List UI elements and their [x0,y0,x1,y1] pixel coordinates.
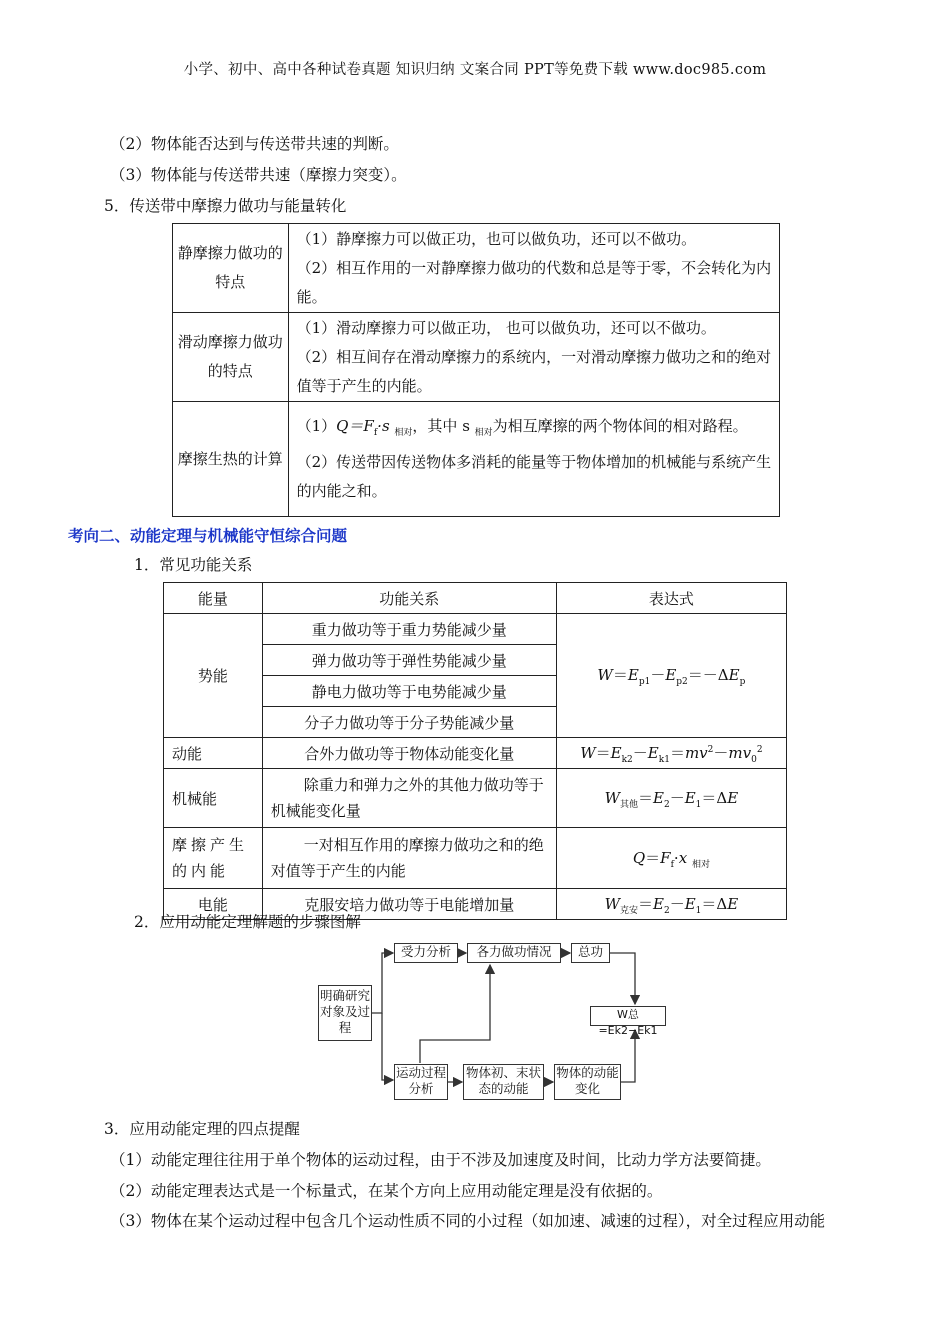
row-body-line: （2）相互作用的一对静摩擦力做功的代数和总是等于零，不会转化为内能。 [296,258,772,306]
diagram-states-box: 物体初、末状态的动能 [463,1064,544,1100]
diagram-process-box: 运动过程分析 [394,1064,448,1100]
page-header: 小学、初中、高中各种试卷真题 知识归纳 文案合同 PPT等免费下载 www.doc985.com [183,62,767,78]
relation-cell: 静电力做功等于电势能减少量 [262,676,556,707]
diagram-force-box: 受力分析 [394,943,458,963]
intro-line-2: （3）物体能与传送带共速（摩擦力突变）。 [110,166,407,184]
energy-label: 机械能 [164,769,263,828]
row-body-line: （1）静摩擦力可以做正功，也可以做负功，还可以不做功。 [296,229,697,248]
diagram-change-box: 物体的动能变化 [554,1064,621,1100]
relation-cell: 一对相互作用的摩擦力做功之和的绝对值等于产生的内能 [262,828,556,889]
row-body-line: （2）相互间存在滑动摩擦力的系统内，一对滑动摩擦力做功之和的绝对值等于产生的内能。 [296,347,772,395]
tip-2: （2）动能定理表达式是一个标量式，在某个方向上应用动能定理是没有依据的。 [110,1182,663,1200]
row-body-line: （1）滑动摩擦力可以做正功， 也可以做负功，还可以不做功。 [296,318,716,337]
diagram-theorem-box: W总=Ek2−Ek1 [590,1006,666,1026]
diagram-work-box: 各力做功情况 [467,943,561,963]
intro-heading-5: 5．传送带中摩擦力做功与能量转化 [104,197,347,215]
relation-cell: 克服安培力做功等于电能增加量 [262,889,556,920]
relation-cell: 除重力和弹力之外的其他力做功等于机械能变化量 [262,769,556,828]
section-title: 考向二、动能定理与机械能守恒综合问题 [68,526,348,545]
column-header: 功能关系 [262,583,556,614]
relation-cell: 弹力做功等于弹性势能减少量 [262,645,556,676]
energy-label: 动能 [164,738,263,769]
column-header: 能量 [164,583,263,614]
energy-label: 势能 [164,614,263,738]
subheading-1: 1．常见功能关系 [134,556,253,574]
row-body-line: （2）传送带因传送物体多消耗的能量等于物体增加的机械能与系统产生的内能之和。 [296,453,772,500]
expression-cell: $W_{其他}=E_2-E_1=\Delta E$ [556,769,786,828]
expression-cell: $Q=F_f\cdot x$ $_{相对}$ [556,828,786,889]
row-head: 静摩擦力做功的特点 [173,224,289,313]
subheading-2: 2．应用动能定理解题的步骤图解 [134,913,361,931]
row-body-line: $(1)Q=F_f\cdot s$ $_{相对}$，其中 s $_{相对}$为相互摩擦的两个物体间的相对路程。 [296,417,748,438]
tip-1: （1）动能定理往往用于单个物体的运动过程，由于不涉及加速度及时间，比动力学方法要简捷。 [110,1151,771,1169]
expression-cell: $W=E_{p1}-E_{p2}=-\Delta E_p$ [556,614,786,738]
tip-3: （3）物体在某个运动过程中包含几个运动性质不同的小过程（如加速、减速的过程），对全过程应用动能 [110,1212,826,1230]
diagram-object-box: 明确研究对象及过程 [318,985,372,1041]
row-head: 摩擦生热的计算 [173,402,289,517]
row-head: 滑动摩擦力做功的特点 [173,313,289,402]
energy-label: 电能 [164,889,263,920]
expression-cell: $W_{克安}=E_2-E_1=\Delta E$ [556,889,786,920]
subheading-3: 3．应用动能定理的四点提醒 [104,1120,300,1138]
expression-cell: $W=E_{k2}-E_{k1}=mv^2-mv_0^2$ [556,738,786,769]
relation-cell: 分子力做功等于分子势能减少量 [262,707,556,738]
diagram-total-box: 总功 [571,943,610,963]
intro-line-1: （2）物体能否达到与传送带共速的判断。 [110,135,399,153]
relation-cell: 合外力做功等于物体动能变化量 [262,738,556,769]
energy-label: 摩擦产生的内能 [164,828,263,889]
relation-cell: 重力做功等于重力势能减少量 [262,614,556,645]
column-header: 表达式 [556,583,786,614]
